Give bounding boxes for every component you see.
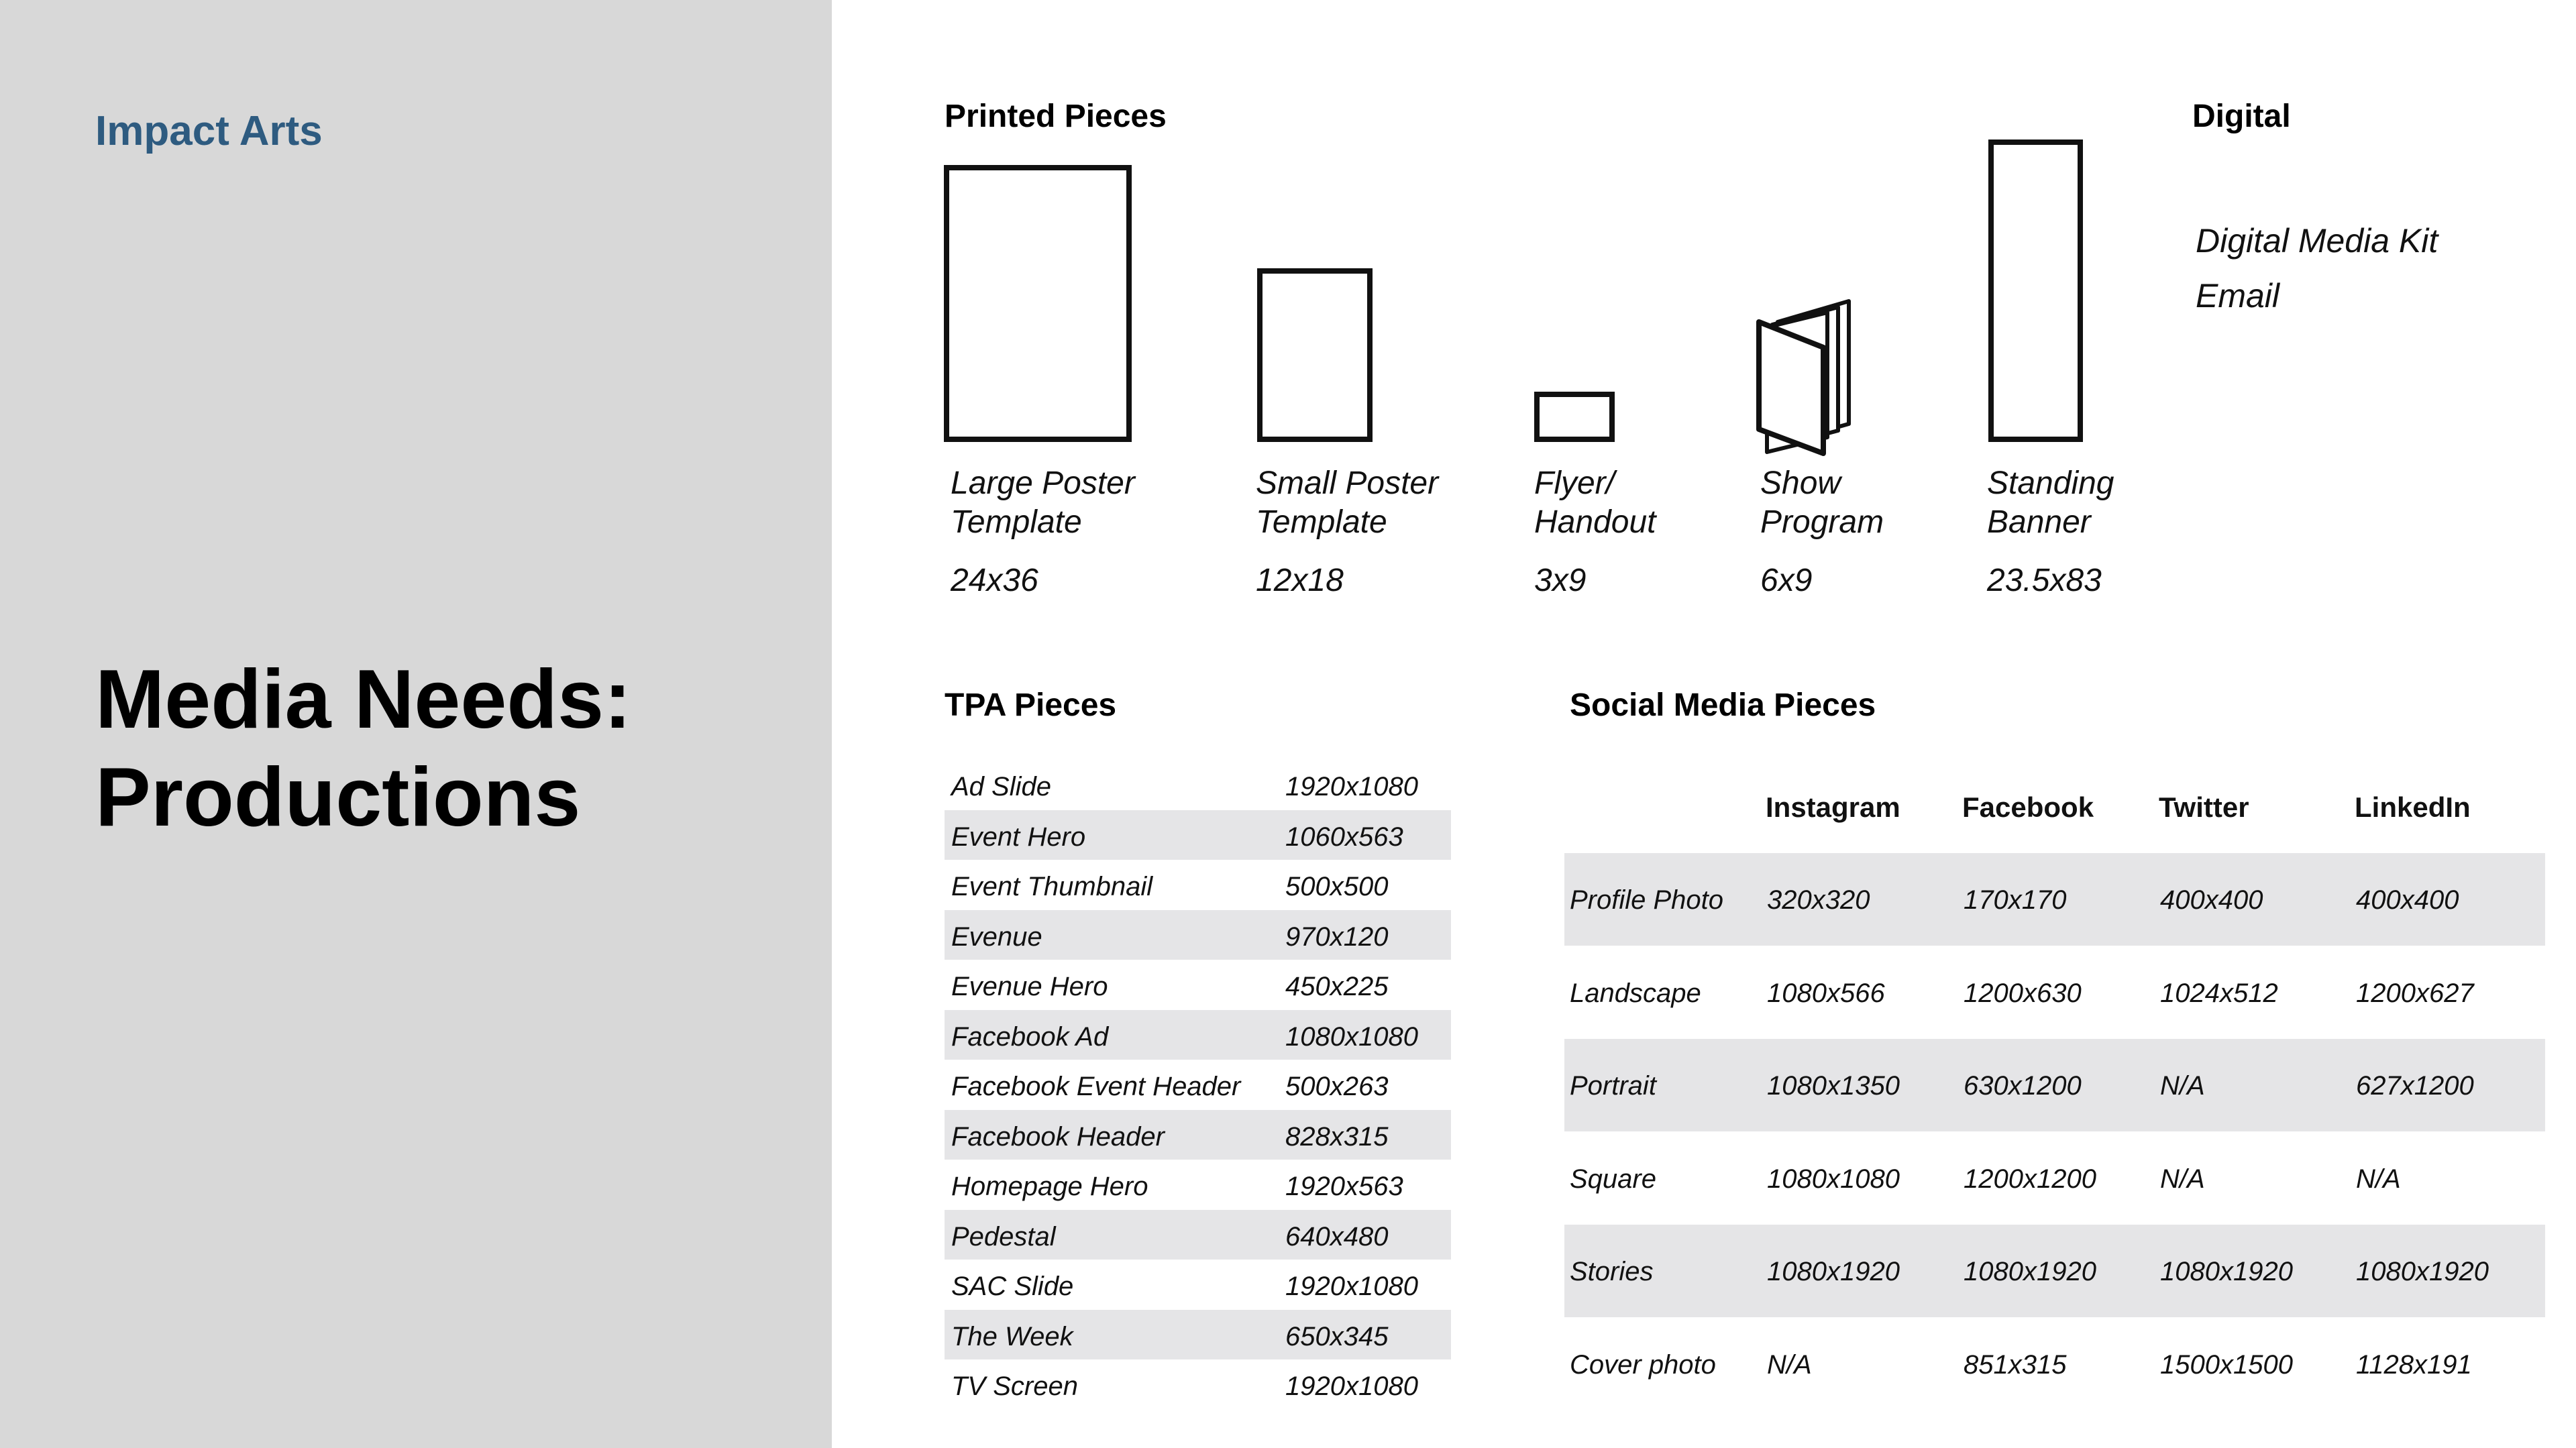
printed-pieces-heading: Printed Pieces bbox=[945, 99, 1167, 134]
digital-heading: Digital bbox=[2192, 99, 2291, 134]
table-cell: N/A bbox=[2160, 1164, 2205, 1194]
tpa-piece-name: Facebook Ad bbox=[951, 1022, 1109, 1052]
row-label: Square bbox=[1570, 1164, 1656, 1194]
flyer-icon bbox=[1537, 394, 1612, 439]
column-header: Instagram bbox=[1766, 791, 1900, 823]
tpa-pieces-heading: TPA Pieces bbox=[945, 687, 1117, 723]
tpa-piece-name: Facebook Event Header bbox=[951, 1072, 1241, 1101]
table-row bbox=[945, 910, 1451, 960]
table-row bbox=[945, 760, 1451, 810]
piece-size-small-poster: 12x18 bbox=[1256, 563, 1344, 598]
row-label: Stories bbox=[1570, 1257, 1654, 1286]
piece-size-flyer: 3x9 bbox=[1534, 563, 1587, 598]
tpa-piece-size: 1060x563 bbox=[1285, 822, 1403, 852]
table-row bbox=[1564, 1132, 2545, 1225]
tpa-piece-size: 1920x1080 bbox=[1285, 1272, 1418, 1301]
table-cell: 1200x627 bbox=[2356, 979, 2474, 1008]
table-cell: 1200x630 bbox=[1964, 979, 2082, 1008]
table-row bbox=[945, 960, 1451, 1009]
table-row bbox=[1564, 1039, 2545, 1131]
table-row bbox=[1564, 1318, 2545, 1410]
piece-label-large-poster: Large Poster Template bbox=[951, 465, 1135, 540]
tpa-piece-size: 500x263 bbox=[1285, 1072, 1389, 1101]
table-cell: 1080x1920 bbox=[2356, 1257, 2489, 1286]
table-cell: 400x400 bbox=[2356, 885, 2459, 915]
small-poster-icon bbox=[1260, 271, 1370, 439]
table-cell: 320x320 bbox=[1767, 885, 1870, 915]
tpa-piece-size: 1920x563 bbox=[1285, 1172, 1403, 1201]
page-title-line-1: Media Needs: bbox=[95, 653, 632, 746]
table-cell: 1080x1080 bbox=[1767, 1164, 1900, 1194]
table-cell: 1500x1500 bbox=[2160, 1350, 2293, 1380]
table-cell: 1200x1200 bbox=[1964, 1164, 2096, 1194]
table-cell: 630x1200 bbox=[1964, 1071, 2082, 1101]
banner-icon bbox=[1991, 142, 2080, 439]
booklet-icon bbox=[1759, 301, 1849, 453]
tpa-piece-size: 500x500 bbox=[1285, 872, 1389, 901]
table-row bbox=[945, 1060, 1451, 1109]
tpa-piece-name: Evenue Hero bbox=[951, 972, 1108, 1001]
page-title-line-2: Productions bbox=[95, 751, 581, 844]
table-row bbox=[945, 1110, 1451, 1160]
piece-label-standing-banner: Standing Banner bbox=[1987, 465, 2114, 540]
tpa-piece-name: Homepage Hero bbox=[951, 1172, 1148, 1201]
table-row bbox=[1564, 946, 2545, 1039]
tpa-piece-name: SAC Slide bbox=[951, 1272, 1074, 1301]
tpa-piece-size: 828x315 bbox=[1285, 1122, 1389, 1152]
table-row bbox=[945, 860, 1451, 909]
table-row bbox=[1564, 853, 2545, 946]
table-row bbox=[945, 1310, 1451, 1359]
piece-size-standing-banner: 23.5x83 bbox=[1987, 563, 2102, 598]
tpa-piece-name: Event Thumbnail bbox=[951, 872, 1153, 901]
table-row bbox=[945, 810, 1451, 860]
tpa-piece-name: Ad Slide bbox=[951, 772, 1051, 801]
digital-item-media-kit: Digital Media Kit bbox=[2196, 222, 2438, 260]
table-cell: 627x1200 bbox=[2356, 1071, 2474, 1101]
table-row bbox=[945, 1260, 1451, 1309]
table-cell: 1080x1920 bbox=[1964, 1257, 2096, 1286]
table-cell: 1080x1920 bbox=[1767, 1257, 1900, 1286]
table-cell: 851x315 bbox=[1964, 1350, 2067, 1380]
row-label: Profile Photo bbox=[1570, 885, 1724, 915]
table-cell: 1128x191 bbox=[2356, 1350, 2472, 1380]
tpa-piece-size: 1080x1080 bbox=[1285, 1022, 1418, 1052]
tpa-piece-size: 640x480 bbox=[1285, 1222, 1389, 1251]
piece-label-small-poster: Small Poster Template bbox=[1256, 465, 1439, 540]
tpa-piece-size: 1920x1080 bbox=[1285, 772, 1418, 801]
tpa-piece-name: Evenue bbox=[951, 922, 1042, 952]
brand-name: Impact Arts bbox=[95, 108, 323, 154]
row-label: Portrait bbox=[1570, 1071, 1656, 1101]
table-cell: N/A bbox=[2160, 1071, 2205, 1101]
table-row bbox=[945, 1210, 1451, 1260]
piece-size-show-program: 6x9 bbox=[1760, 563, 1813, 598]
tpa-piece-name: TV Screen bbox=[951, 1372, 1078, 1401]
column-header: LinkedIn bbox=[2355, 791, 2471, 823]
column-header: Facebook bbox=[1962, 791, 2094, 823]
tpa-piece-name: Pedestal bbox=[951, 1222, 1056, 1251]
digital-item-email: Email bbox=[2196, 277, 2280, 315]
row-label: Cover photo bbox=[1570, 1350, 1716, 1380]
table-cell: 1080x566 bbox=[1767, 979, 1885, 1008]
tpa-piece-size: 1920x1080 bbox=[1285, 1372, 1418, 1401]
tpa-piece-size: 450x225 bbox=[1285, 972, 1389, 1001]
piece-label-flyer: Flyer/ Handout bbox=[1534, 465, 1656, 540]
tpa-piece-name: Event Hero bbox=[951, 822, 1086, 852]
table-cell: 400x400 bbox=[2160, 885, 2263, 915]
tpa-piece-name: Facebook Header bbox=[951, 1122, 1165, 1152]
table-row bbox=[1564, 1225, 2545, 1317]
piece-size-large-poster: 24x36 bbox=[951, 563, 1038, 598]
table-row bbox=[945, 1160, 1451, 1209]
table-row bbox=[945, 1359, 1451, 1409]
table-cell: 1080x1920 bbox=[2160, 1257, 2293, 1286]
row-label: Landscape bbox=[1570, 979, 1701, 1008]
table-cell: 1024x512 bbox=[2160, 979, 2278, 1008]
table-cell: 1080x1350 bbox=[1767, 1071, 1900, 1101]
tpa-piece-size: 970x120 bbox=[1285, 922, 1389, 952]
tpa-piece-size: 650x345 bbox=[1285, 1322, 1389, 1351]
tpa-piece-name: The Week bbox=[951, 1322, 1073, 1351]
table-cell: N/A bbox=[2356, 1164, 2401, 1194]
table-cell: 170x170 bbox=[1964, 885, 2067, 915]
table-row bbox=[945, 1010, 1451, 1060]
piece-label-show-program: Show Program bbox=[1760, 465, 1884, 540]
table-cell: N/A bbox=[1767, 1350, 1812, 1380]
column-header: Twitter bbox=[2159, 791, 2249, 823]
social-media-heading: Social Media Pieces bbox=[1570, 687, 1876, 723]
large-poster-icon bbox=[947, 168, 1129, 439]
